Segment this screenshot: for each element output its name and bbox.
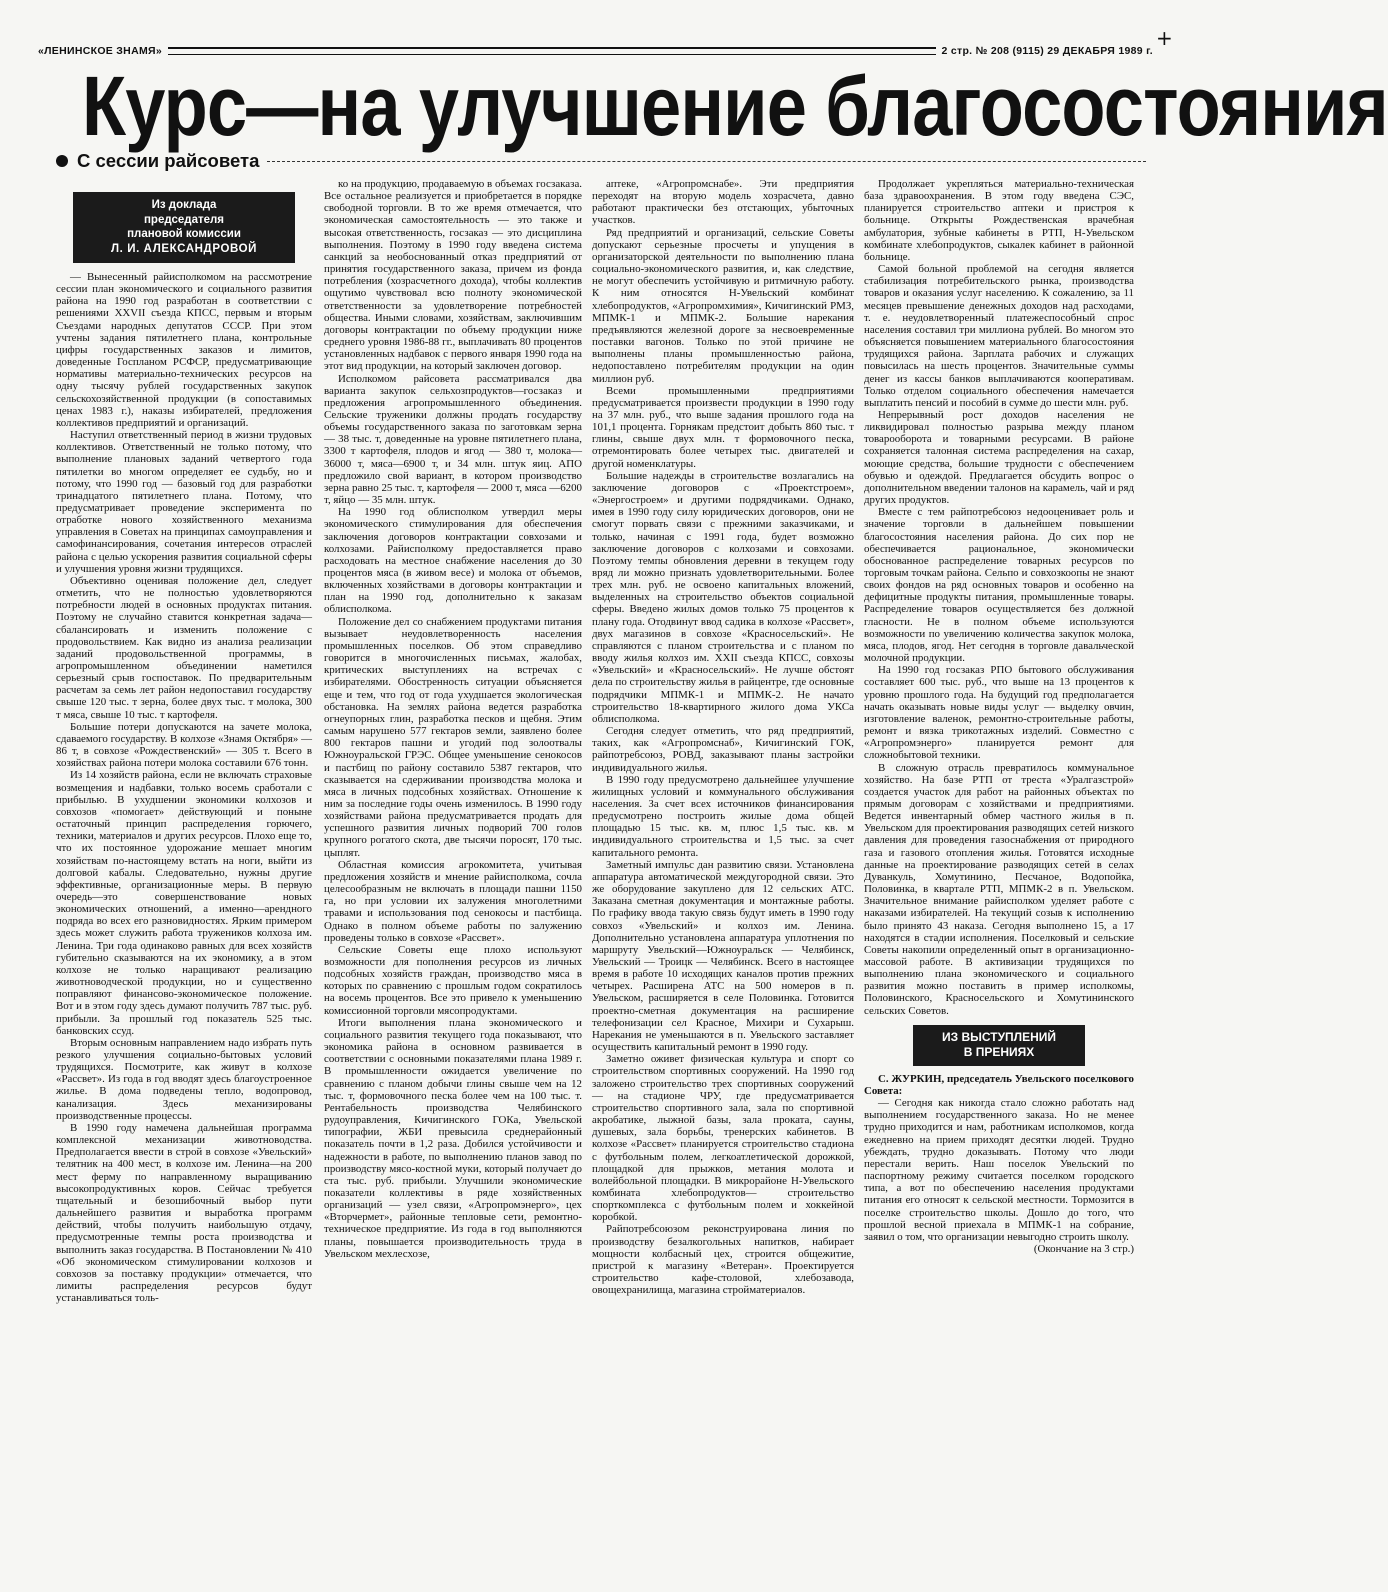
column-3 <box>592 178 854 1584</box>
paragraph: ко на продукцию, продаваемую в объемах госзаказа. Все остальное реализуется и приобретается в порядке свободной торговли. В то же время отмечается, что экономическая самостоятельность — это также и высокая ответственность, госзаказ — это дисциплина выполнения. Поэтому в 1990 году введена система санкций за необоснованный отказ предприятий от принятия государственного заказа, причем из фонда потребления (хозрасчетного дохода), чтобы коллектив ощутимо чувствовал всю полноту экономической ответственности за удовлетворение потребностей общества. Иными словами, хозяйствам, заключившим договоры контрактации по объему продукции ниже среднего уровня 1986-88 гг., выплачивать 80 процентов установленных надбавок с первого января 1990 года на этот вид продукции, на который заключен договор. <box>324 178 582 373</box>
masthead-rule <box>168 47 936 55</box>
speeches-box-line1: ИЗ ВЫСТУПЛЕНИЙ <box>941 1029 1057 1044</box>
speeches-box-line2: В ПРЕНИЯХ <box>963 1044 1035 1059</box>
paragraph: Всеми промышленными предприятиями предусматривается произвести продукции в 1990 году на 37 млн. руб., что выше задания прошлого года на 101,1 процента. Горнякам предстоит добыть 860 тыс. т глины, свыше двух млн. т формовочного песка, отремонтировать более четырех тыс. двигателей и другой номенклатуры. <box>592 384 854 470</box>
registration-mark: + <box>1156 26 1173 50</box>
paragraph: Заметно оживет физическая культура и спорт со строительством спортивных сооружений. На 1990 год заложено строительство трех спортивных сооружений — на стадионе ЧРУ, где предусматривается строительство спортивного зала, зала по спортивной акробатике, лыжной базы, зала проката, сауны, душевых, зала борьбы, тренерских кабинетов. В колхозе «Рассвет» планируется строительство стадиона с футбольным полем, легкоатлетической дорожкой, площадкой для прыжков, метания молота и волейбольной площадки. В микрорайоне Н-Увельского комбината хлебопродуктов— строительство спорткомплекса с футбольным полем и хоккейной коробкой. <box>592 1053 854 1224</box>
paragraph: В сложную отрасль превратилось коммунальное хозяйство. На базе РТП от треста «Уралгазстрой» создается участок для работ на районных объектах по прямым договорам с хозяйствами и предприятиями. Ведется инвентарный обмер частного жилья в п. Увельском для проектирования разводящих сетей низкого давления для проведения газоснабжения от природного газа и газового отопления жилья. Готовятся исходные данные на проектирование разводящих сетей в селах Дуванкуль, Хомутинино, Песчаное, Водопойка, Половинка, в квартале РТП, МПМК-2 в п. Увельском. Значительное внимание райисполком уделяет работе с наказами избирателей. На текущий созыв к исполнению было принято 43 наказа. Сегодня выполнено 15, а 17 находятся в стадии исполнения. Поселковый и сельские Советы накопили определенный опыт в организационно-массовой работе. В активизации трудящихся по выполнению плана экономического и социального развития можно поставить в пример исполкомы, Половинского, Красносельского и Хомутининского сельских Советов. <box>864 761 1134 1017</box>
speeches-box <box>913 1025 1085 1066</box>
masthead-issue-info: 2 стр. № 208 (9115) 29 ДЕКАБРЯ 1989 г. <box>941 45 1153 57</box>
paragraph: Итоги выполнения плана экономического и социального развития текущего года показывают, что экономика района в основном развивается в соответствии с основными показателями плана 1989 г. В промышленности ожидается увеличение по сравнению с планом добычи глины свыше чем на 12 тыс. т, формовочного песка более чем на 100 тыс. т. Рентабельность производства Челябинского рудоуправления, Кичигинского ГОКа, Увельской типографии, ЖБИ превысила среднерайонный показатель почти в 1,2 раза. Добился устойчивости и надежности в работе, по выполнению планов завод по производству мясо-костной муки, который получает до ста тыс. руб. прибыли. Улучшили экономические показатели коллективы в ряде хозяйственных организаций — узел связи, «Агропромэнерго», цех «Вторчермет», районные тепловые сети, ремонтно-техническое предприятие. Из года в год выполняются планы, повышается производительность труда в Увельском мехлесхозе, <box>324 1016 582 1260</box>
report-box <box>73 192 295 263</box>
report-box-name: Л. И. АЛЕКСАНДРОВОЙ <box>110 242 258 255</box>
paragraph: В 1990 году намечена дальнейшая программа комплексной механизации животноводства. Предполагается ввести в строй в совхозе «Увельский» телятник на 400 мест, в колхозе им. Ленина—на 200 мест ферму по направленному выращиванию высокопродуктивных коров. Сейчас требуется тщательный и безошибочный выбор пути дальнейшего развития и выработка программ действий, чтобы получить наибольшую отдачу, предусмотренные темпы роста производства и выполнить заказ государства. В Постановлении № 410 «Об экономическом стимулировании колхозов и совхозов за поставку продукции» отмечается, что лимиты распределения ресурсов будут устанавливаться толь- <box>56 1121 312 1305</box>
paragraph: Продолжает укрепляться материально-техническая база здравоохранения. В этом году введена СЭС, планируется строительство аптеки и пристроя к больнице. Открыты Рождественская врачебная амбулатория, зубные кабинеты в РТП, Н-Увельском комбинате хлебопродуктов, сыкалек кабинет в районной больнице. <box>864 178 1134 263</box>
paragraph: Большие надежды в строительстве возлагались на заключение договоров с «Проектстроем», «Энергостроем» и другими подрядчиками. Однако, имея в 1990 году силу юридических договоров, они не смогут порвать связи с прежними заказчиками, и только, начиная с 1991 года, будет возможно заключение договоров с колхозами и совхозами. Поэтому темпы обновления деревни в текущем году вряд ли можно признать удовлетворительными. Более трех млн. руб. не освоено капитальных вложений, выделенных на строительство объектов социальной сферы. Введено жилых домов только 75 процентов к плану года. Отодвинут ввод садика в колхозе «Рассвет», двух магазинов в совхозе «Красносельский». Не справляются с планом строительства и с планом по вводу жилья колхоз им. XXII съезда КПСС, совхозы «Увельский» и «Красносельский». Не лучше обстоят дела по строительству жилья в райцентре, где основные подрядчики МПМК-1 и МПМК-2. Не начато строительство 18-квартирного жилого дома УКСа облисполкома. <box>592 469 854 725</box>
paragraph: Вместе с тем райпотребсоюз недооценивает роль и значение торговли в дальнейшем повышении благосостояния населения района. До сих пор не обеспечивается рациональное, экономически обоснованное распределение товарных ресурсов по торговым точкам района. Сельпо и совхозкоопы не знают своих фондов на ряд основных товаров и особенно на дефицитные продукты питания, промышленные товары. Распределение товаров осуществляется без должной гласности. Не в полном объеме используются возможности по увеличению количества закупок молока, мяса, плодов, ягод. Нет сегодня в торговле давальческой молочной продукции. <box>864 506 1134 665</box>
column-4 <box>864 178 1134 1584</box>
report-box-line3: плановой комиссии <box>127 228 241 240</box>
paragraph: Вторым основным направлением надо избрать путь резкого улучшения социально-бытовых условий трудящихся. Посмотрите, как живут в колхозе «Рассвет». Из года в год вводят здесь благоустроенное жилье. В дома подведены тепло, водопровод, канализация. Здесь механизированы производственные процессы. <box>56 1036 312 1122</box>
kicker <box>56 149 1146 173</box>
headline: Курс—на улучшение благосостояния <box>82 59 1388 153</box>
paragraph: — Вынесенный райисполкомом на рассмотрение сессии план экономического и социального развития района на 1990 год разработан в соответствии с решениями XXVII съезда КПСС, первым и вторым Съездами народных депутатов СССР. При этом учтены задания пятилетнего плана, контрольные цифры государственных заказов и лимитов, доведенные Госпланом РСФСР, предусматривающие нормативы материально-технических ресурсов на одну тысячу рублей государственных закупок сельскохозяйственной продукции (в сопоставимых ценах 1983 г.), наказы избирателей, предложения коллективов предприятий и организаций. <box>56 271 312 429</box>
paragraph: Наступил ответственный период в жизни трудовых коллективов. Ответственный не только потому, что выполнение плановых заданий четвертого года пятилетки во многом определяет ее судьбу, но и потому, что 1990 год — базовый год для разработки тринадцатого пятилетнего плана. Потому, что предусматривает проведение эксперимента по отработке нового хозяйственного механизма управления в Советах на принципах самоуправления и самофинансирования, сочетания интересов отраслей района с целью ускорения развития социальной сферы и улучшения уровня жизни трудящихся. <box>56 429 312 575</box>
report-box-line2: председателя <box>143 213 225 226</box>
paragraph: аптеке, «Агропромснабе». Эти предприятия переходят на вторую модель хозрасчета, давно работают практически без отстающих, убыточных участков. <box>592 178 854 227</box>
paragraph: В 1990 году предусмотрено дальнейшее улучшение жилищных условий и коммунального обслуживания населения. За счет всех источников финансирования предусмотрено построить жилые дома общей площадью 15 тыс. кв. м, плюс 1,5 тыс. кв. м индивидуального строительства и 1,5 тыс. за счет капитального ремонта. <box>592 773 854 859</box>
paragraph: Непрерывный рост доходов населения не ликвидировал полностью разрыва между планом товарооборота и товарными ресурсами. В районе сохраняется талонная система распределения на сахар, моющие средства, большие трудности с обеспечением обувью и одеждой. Предлагается обсудить вопрос о дополнительном введении талонов на карамель, чай и ряд других продуктов. <box>864 408 1134 507</box>
paragraph: На 1990 год облисполком утвердил меры экономического стимулирования для обеспечения заключения договоров контрактации совхозами и колхозами. Райисполкому предоставляется право расходовать на местное снабжение населения до 30 процентов мяса (в живом весе) и молока от объемов, включенных хозяйствами в договоры контрактации и план на 1990 год, дополнительно к заказам облисполкома. <box>324 506 582 616</box>
speaker-name: С. ЖУРКИН, председатель Увельского поселкового Совета: <box>864 1072 1134 1097</box>
paragraph: На 1990 год госзаказ РПО бытового обслуживания составляет 600 тыс. руб., что выше на 13 процентов к уровню прошлого года. На будущий год предполагается начать оказывать новые виды услуг — выделку овчин, изготовление валенок, ремонтно-строительные работы, ремонт и вязка трикотажных изделий. Совместно с «Агропромэнерго» планируется ремонт для сложнобытовой техники. <box>864 664 1134 762</box>
paragraph: Сегодня следует отметить, что ряд предприятий, таких, как «Агропромснаб», Кичигинский ГОК, райпотребсоюз, РОВД, заказывают планы застройки индивидуального жилья. <box>592 725 854 774</box>
kicker-rule <box>267 161 1146 162</box>
kicker-text: С сессии райсовета <box>77 150 260 171</box>
paragraph: Исполкомом райсовета рассматривался два варианта закупок сельхозпродуктов—госзаказ и предложения агропромышленного объединения. Сельские труженики должны продать государству объемы государственного заказа по заготовкам зерна — 38 тыс. т, доведенные на уровне пятилетнего плана, 3300 т картофеля, плодов и ягод — 380 т, молока—36000 т, мяса—6900 т, и 34 млн. штук яиц. АПО предложило свой вариант, в котором производство зерна равно 25 тыс. т, картофеля — 2000 т, мяса —6200 т, яйцо — 35 млн. штук. <box>324 372 582 507</box>
paragraph: Заметный импульс дан развитию связи. Установлена аппаратура автоматической междугородной связи. Это же оборудование закуплено для 12 сельских АТС. Заказана сметная документация и монтажные работы. По графику ввода такую связь будут иметь в 1990 году совхоз «Увельский» и колхоз им. Ленина. Дополнительно установлена аппаратура уплотнения по маршруту Увельский—Южноуральск — Челябинск, Увельский — Троицк — Челябинск. Всего в настоящее время в работе 10 исходящих каналов против прежних четырех. Расширена АТС на 500 номеров в п. Увельском, расширяется в селе Половинка. Готовится проектно-сметная документация на расширение телефонизации сел Красное, Михири и Сухарыш. Нарекания не уменьшаются в п. Увельского заставляет осуществить капитальный ремонт в 1990 году. <box>592 858 854 1054</box>
paragraph: Сельские Советы еще плохо используют возможности для пополнения ресурсов из личных подсобных хозяйств граждан, производство мяса в которых по сравнению с прошлым годом сократилось на восемь процентов. Все это привело к уменьшению комиссионной торговли мясопродуктами. <box>324 943 582 1017</box>
continuation-note: (Окончание на 3 стр.) <box>1033 1242 1134 1255</box>
masthead-paper-name: «ЛЕНИНСКОЕ ЗНАМЯ» <box>38 45 162 57</box>
paragraph: Большие потери допускаются на зачете молока, сдаваемого государству. В колхозе «Знамя Октября» — 86 т, в совхозе «Рождественский» — 305 т. Всего в хозяйствах района потери молока составили 676 тонн. <box>56 720 312 770</box>
paragraph: Самой больной проблемой на сегодня является стабилизация потребительского рынка, производства товаров и оказания услуг населению. К сожалению, за 11 месяцев превышение денежных доходов над расходами, т. е. неудовлетворенный платежеспособный спрос населения составил три миллиона рублей. Во многом это объясняется повышением материального благосостояния трудящихся района. Зарплата рабочих и служащих повысилась на шесть процентов. Значительные суммы денег из кассы банков выплачиваются кооперативам. Только отделом социального обеспечения намечается выплатить пенсий и пособий в сумме до шести млн. руб. <box>864 263 1134 409</box>
paragraph: Объективно оценивая положение дел, следует отметить, что не полностью удовлетворяются потребности людей в основных продуктах питания. Поэтому не случайно ставится конкретная задача—сбалансировать и изменить положение с продовольствием. Как видно из анализа реализации заданий продовольственной программы, в агропромышленном объединении наметился серьезный срыв госпоставок. По предварительным расчетам за семь лет район недопоставил государству свыше 120 тыс. т зерна, более двух тыс. т молока, 300 т мяса, свыше 10 тыс. т картофеля. <box>56 574 312 721</box>
column-2 <box>324 178 582 1584</box>
paragraph: Из 14 хозяйств района, если не включать страховые возмещения и надбавки, только восемь сработали с прибылью. В ухудшении экономики колхозов и совхозов «помогает» действующий и поныне остаточный принцип распределения горючего, техники, материалов и других ресурсов. Плохо еще то, что их постоянное удорожание мешает многим хозяйствам по-настоящему встать на ноги, выйти из долговой кабалы. Следовательно, нужны другие эффективные, организационные меры. В первую очередь—это совершенствование новых экономических отношений, а именно—арендного подряда во всех его разновидностях. Ярким примером здесь может служить работа тружеников колхоза им. Ленина. Три года одинаково равных для всех хозяйств губительно сказываются на их экономику, а в этом колхозе не только наращивают реализацию животноводческой продукции, но и существенно поправляют финансово-экономическое положение. Вот и в этом году здесь думают получить 787 тыс. руб. прибыли. За прошлый год показатель 525 тыс. банковских ссуд. <box>56 769 312 1037</box>
report-box-line1: Из доклада <box>151 199 217 211</box>
speech-text: — Сегодня как никогда стало сложно работать над выполнением государственного заказа. Но не менее трудно приходится и нам, работникам исполкомов, когда ежедневно на прием приходят десятки людей. Трудно убеждать, трудно доказывать. Потому что люди перестали верить. Наш поселок Увельский по паспортному режиму считается поселком городского типа, а вот по обеспечению населения продуктами питания его относят к сельской местности. Тормозится в поселке строительство школы. Дошло до того, что прошлой весной приехала в МПМК-1 на собрание, заявил о том, что организации невыгодно строить школу. <box>864 1097 1134 1243</box>
column-1 <box>56 178 312 1584</box>
paragraph: Положение дел со снабжением продуктами питания вызывает неудовлетворенность населения промышленных поселков. Об этом справедливо говорится в многочисленных письмах, жалобах, критических выступлениях на встречах с избирателями. Обостренность ситуации объясняется еще и тем, что год от года ухудшается экологическая обстановка. На землях района ведется разработка огнеупорных глин, разработка песков и щебня. Этим самым нарушено 577 гектаров земли, заявлено более 800 гектаров пашни и угодий под золоотвалы Южноуральской ГРЭС. Общее уменьшение сенокосов и пастбищ по району составило 5387 гектаров, что сказывается на сдерживании производства молока и мяса в личных подсобных хозяйствах. Отношение к ним за последние годы очень изменилось. В 1990 году хозяйствами района предусматривается продать для успешного развития личных подворий 700 голов крупного рогатого скота, две тысячи поросят, 170 тыс. цыплят. <box>324 615 582 859</box>
paragraph: Ряд предприятий и организаций, сельские Советы допускают серьезные просчеты и упущения в организаторской деятельности по выполнению плана социально-экономического развития, и, как следствие, не могут обеспечить устойчивую и ритмичную работу. К ним относятся Н-Увельский комбинат хлебопродуктов, «Агропромхимия», Кичигинский РМЗ, МПМК-1 и МПМК-2. Большие нарекания предъявляются железной дороге за несвоевременные поставки вагонов. Только по этой причине не выполнены планы промышленностью района, недопоставлено потребителям продукции на один миллион руб. <box>592 226 854 385</box>
bullet-icon <box>56 155 68 167</box>
paragraph: Областная комиссия агрокомитета, учитывая предложения хозяйств и мнение райисполкома, сочла целесообразным не включать в площади пашни 1150 га, но при условии их залужения многолетними травами и использования под сенокосы и пастбища. Однако в полном объеме работы по залужению проведены только в совхозе «Рассвет». <box>324 858 582 944</box>
paragraph: Райпотребсоюзом реконструирована линия по производству безалкогольных напитков, набирает мощности колбасный цех, строится общежитие, пристрой к магазину «Ветеран». Проектируется строительство кафе-столовой, хлебозавода, овощехранилища, магазина стройматериалов. <box>592 1223 854 1297</box>
